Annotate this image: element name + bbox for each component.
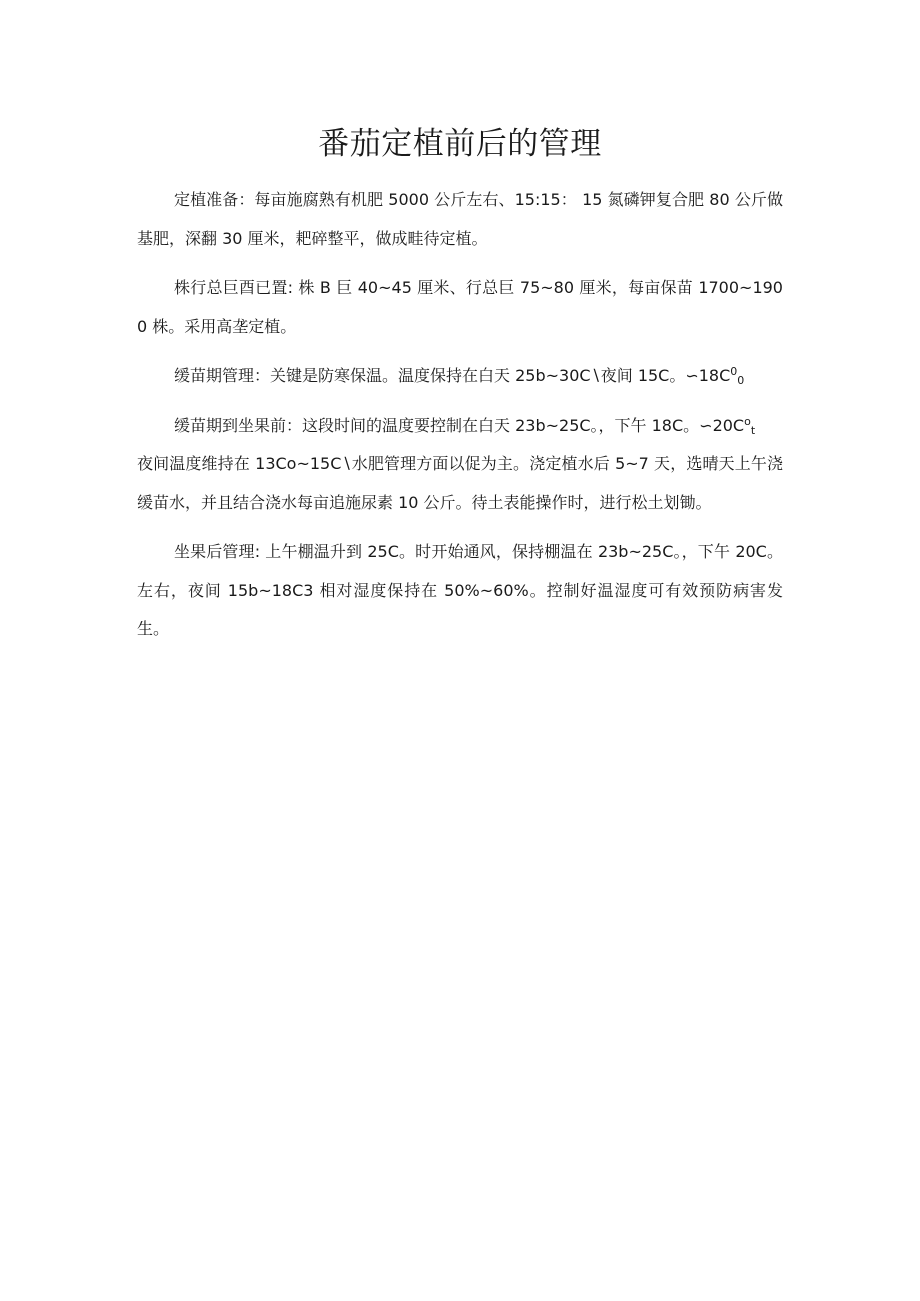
paragraph-text: 缓苗期到坐果前：这段时间的温度要控制在白天 23b~25C。，下午 18C。∽20C [174, 415, 745, 435]
paragraph-after-fruit-setting [137, 533, 783, 649]
document-body [137, 181, 783, 660]
paragraph-text: 坐果后管理: 上午棚温升到 25C。时开始通风，保持棚温在 23b~25C。，下午 20C。左右，夜间 15b~18C3 相对湿度保持在 50%~60%。控制好温湿度可有效预防病害发生。 [137, 542, 783, 638]
paragraph-seedling-recovery [137, 357, 783, 396]
paragraph-planting-preparation [137, 181, 783, 258]
document-title: 番茄定植前后的管理 [318, 126, 602, 162]
paragraph-text: 株行总巨酉已置: 株 B 巨 40~45 厘米、行总巨 75~80 厘米，每亩保苗 1700~1900 株。采用高垄定植。 [137, 278, 783, 336]
paragraph-before-fruit-setting [137, 407, 783, 446]
paragraph-text: 定植准备：每亩施腐熟有机肥 5000 公斤左右、15:15： 15 氮磷钾复合肥 80 公斤做基肥，深翻 30 厘米，耙碎整平，做成畦待定植。 [137, 190, 783, 248]
superscript-mark: 0 [730, 365, 738, 378]
subscript-mark: t [750, 423, 756, 437]
paragraph-night-temperature [137, 445, 783, 522]
subscript-mark: 0 [737, 374, 745, 387]
superscript-mark: o [744, 414, 751, 428]
paragraph-text: 缓苗期管理：关键是防寒保温。温度保持在白天 25b~30C∖夜间 15C。∽18C [174, 366, 731, 385]
paragraph-row-spacing [137, 269, 783, 346]
paragraph-text: 夜间温度维持在 13Co~15C∖水肥管理方面以促为主。浇定植水后 5~7 天，选晴天上午浇缓苗水，并且结合浇水每亩追施尿素 10 公斤。待土表能操作时，进行松土划锄。 [137, 454, 783, 512]
